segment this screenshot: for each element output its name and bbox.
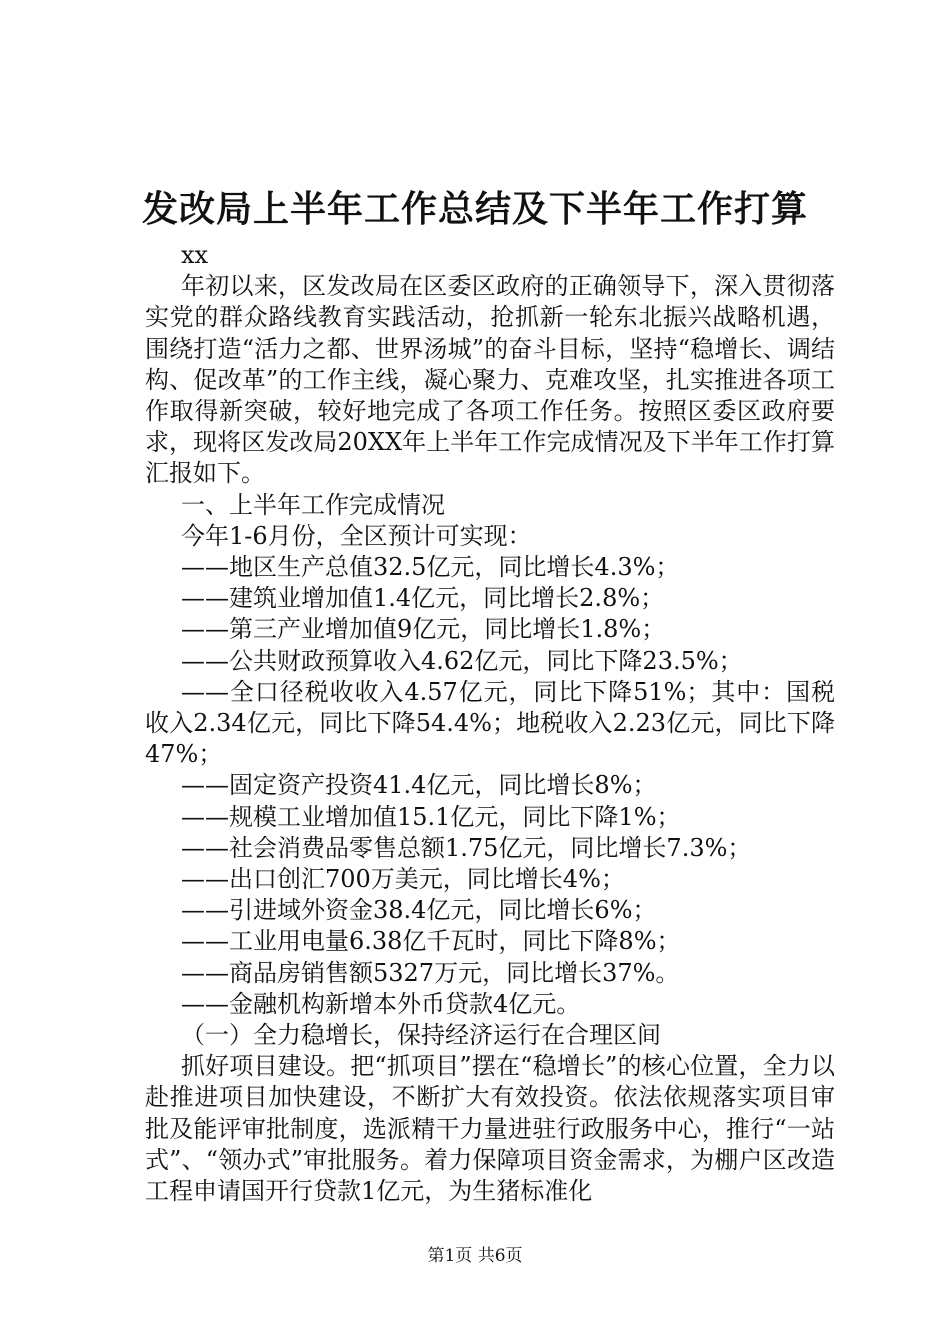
indicator-item: ——第三产业增加值9亿元，同比增长1.8%； [181, 615, 666, 644]
indicator-item: ——社会消费品零售总额1.75亿元，同比增长7.3%； [181, 833, 752, 862]
document-title: 发改局上半年工作总结及下半年工作打算 [141, 188, 808, 230]
indicator-item: ——全口径税收收入4.57亿元，同比下降51%；其中：国税收入2.34亿元，同比下降54.4%；地税收入2.23亿元，同比下降47%； [145, 677, 835, 769]
indicator-item: ——地区生产总值32.5亿元，同比增长4.3%； [181, 553, 680, 582]
page-footer: 第1页 共6页 [427, 1246, 523, 1266]
indicator-item: ——建筑业增加值1.4亿元，同比增长2.8%； [181, 584, 665, 613]
body-paragraph: 抓好项目建设。把“抓项目”摆在“稳增长”的核心位置，全力以赴推进项目加快建设，不断扩大有效投资。依法依规落实项目审批及能评审批制度，选派精干力量进驻行政服务中心，推行“一站式”、“领办式”审批服务。着力保障项目资金需求，为棚户区改造工程申请国开行贷款1亿元，为生猪标准化 [145, 1052, 835, 1206]
summary-lead: 今年1-6月份，全区预计可实现： [181, 521, 532, 550]
intro-paragraph: 年初以来，区发改局在区委区政府的正确领导下，深入贯彻落实党的群众路线教育实践活动，抢抓新一轮东北振兴战略机遇，围绕打造“活力之都、世界汤城”的奋斗目标，坚持“稳增长、调结构、促改革”的工作主线，凝心聚力、克难攻坚，扎实推进各项工作取得新突破，较好地完成了各项工作任务。按照区委区政府要求，现将区发改局20XX年上半年工作完成情况及下半年工作打算汇报如下。 [145, 272, 835, 488]
subsection-heading: （一）全力稳增长，保持经济运行在合理区间 [181, 1021, 661, 1050]
indicator-item: ——金融机构新增本外币贷款4亿元。 [181, 989, 581, 1018]
indicator-item: ——公共财政预算收入4.62亿元，同比下降23.5%； [181, 646, 743, 675]
indicator-item: ——规模工业增加值15.1亿元，同比下降1%； [181, 802, 681, 831]
indicator-item: ——固定资产投资41.4亿元，同比增长8%； [181, 771, 657, 800]
indicator-item: ——出口创汇700万美元，同比增长4%； [181, 865, 625, 894]
indicator-item: ——商品房销售额5327万元，同比增长37%。 [181, 958, 680, 987]
document-body [145, 240, 835, 1207]
section-heading: 一、上半年工作完成情况 [181, 490, 445, 519]
indicator-item: ——工业用电量6.38亿千瓦时，同比下降8%； [181, 927, 681, 956]
indicator-item: ——引进域外资金38.4亿元，同比增长6%； [181, 896, 657, 925]
author-line: xx [181, 241, 209, 269]
